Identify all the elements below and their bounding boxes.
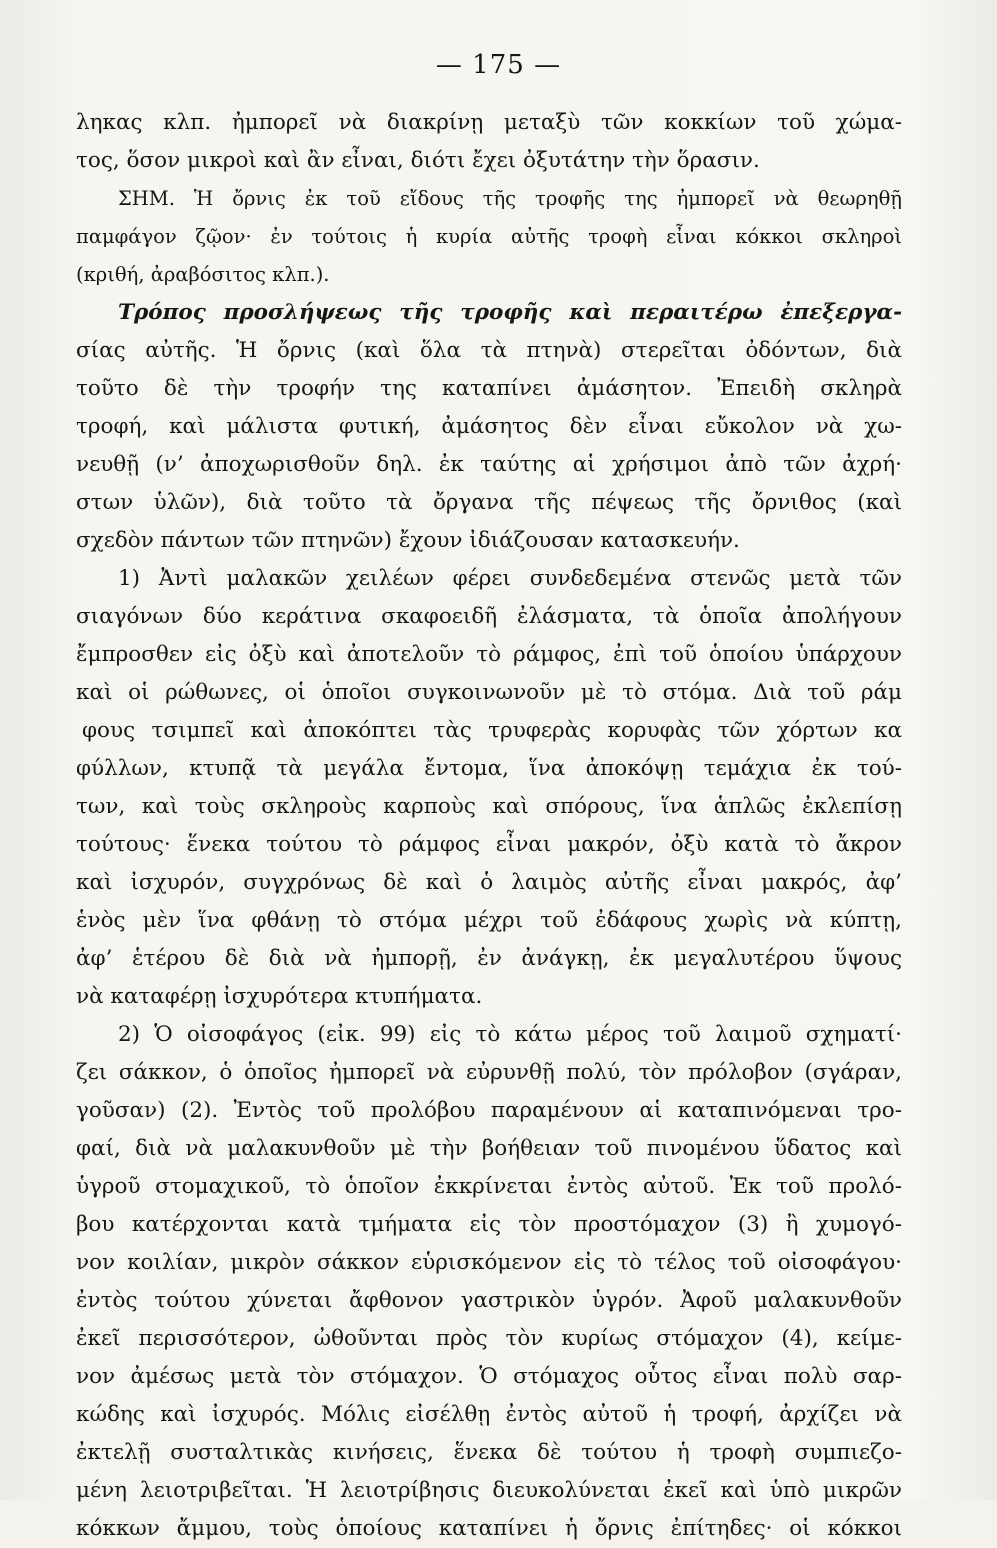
- text-line: ἐκτελῇ συσταλτικὰς κινήσεις, ἕνεκα δὲ τούτου ἡ τροφὴ συμπιεζο-: [76, 1440, 902, 1465]
- text-line: σίας αὐτῆς. Ἡ ὄρνις (καὶ ὅλα τὰ πτηνὰ) στερεῖται ὀδόντων, διὰ: [76, 338, 902, 363]
- text-line: ὑγροῦ στομαχικοῦ, τὸ ὁποῖον ἐκκρίνεται ἐντὸς αὐτοῦ. Ἐκ τοῦ προλό-: [76, 1174, 902, 1199]
- text-line: νευθῇ (ν’ ἀποχωρισθοῦν δηλ. ἐκ ταύτης αἱ χρήσιμοι ἀπὸ τῶν ἀχρή·: [76, 452, 902, 477]
- text-line: στων ὑλῶν), διὰ τοῦτο τὰ ὄργανα τῆς πέψεως τῆς ὄρνιθος (καὶ: [76, 490, 902, 515]
- text-line: νον ἀμέσως μετὰ τὸν στόμαχον. Ὁ στόμαχος οὗτος εἶναι πολὺ σαρ-: [76, 1364, 902, 1389]
- text-line: τος, ὅσον μικροὶ καὶ ἂν εἶναι, διότι ἔχει ὀξυτάτην τὴν ὅρασιν.: [76, 148, 760, 173]
- body-text: [76, 104, 902, 1548]
- text-line: 2) Ὁ οἰσοφάγος (εἰκ. 99) εἰς τὸ κάτω μέρος τοῦ λαιμοῦ σχηματί·: [118, 1022, 902, 1047]
- text-line: των, καὶ τοὺς σκληροὺς καρποὺς καὶ σπόρους, ἵνα ἁπλῶς ἐκλεπίσῃ: [76, 794, 902, 819]
- text-line: φύλλων, κτυπᾷ τὰ μεγάλα ἔντομα, ἵνα ἀποκόψῃ τεμάχια ἐκ τού-: [76, 756, 902, 781]
- text-line: νον κοιλίαν, μικρὸν σάκκον εὑρισκόμενον εἰς τὸ τέλος τοῦ οἰσοφάγου·: [76, 1250, 902, 1275]
- text-line: ἐντὸς τούτου χύνεται ἄφθονον γαστρικὸν ὑγρόν. Ἀφοῦ μαλακυνθοῦν: [76, 1288, 902, 1313]
- text-line: 1) Ἀντὶ μαλακῶν χειλέων φέρει συνδεδεμένα στενῶς μετὰ τῶν: [118, 566, 902, 591]
- text-line: νὰ καταφέρῃ ἰσχυρότερα κτυπήματα.: [76, 984, 483, 1009]
- text-line: Τρόπος προσλήψεως τῆς τροφῆς καὶ περαιτέρω ἐπεξεργα-: [118, 300, 902, 325]
- text-line: (κριθή, ἀραβόσιτος κλπ.).: [76, 263, 330, 286]
- text-line: τροφή, καὶ μάλιστα φυτική, ἀμάσητος δὲν εἶναι εὔκολον νὰ χω-: [76, 414, 902, 439]
- text-line: ληκας κλπ. ἠμπορεῖ νὰ διακρίνῃ μεταξὺ τῶν κοκκίων τοῦ χώμα-: [76, 110, 902, 135]
- text-line: σχεδὸν πάντων τῶν πτηνῶν) ἔχουν ἰδιάζουσαν κατασκευήν.: [76, 528, 740, 553]
- text-line: τούτους· ἕνεκα τούτου τὸ ράμφος εἶναι μακρόν, ὀξὺ κατὰ τὸ ἄκρον: [76, 832, 902, 857]
- text-line: τοῦτο δὲ τὴν τροφήν της καταπίνει ἀμάσητον. Ἐπειδὴ σκληρὰ: [76, 376, 902, 401]
- text-line: φους τσιμπεῖ καὶ ἀποκόπτει τὰς τρυφερὰς κορυφὰς τῶν χόρτων κα: [82, 718, 902, 743]
- text-line: καὶ ἰσχυρόν, συγχρόνως δὲ καὶ ὁ λαιμὸς αὐτῆς εἶναι μακρός, ἀφ’: [76, 870, 902, 895]
- text-line: ἀφ’ ἑτέρου δὲ διὰ νὰ ἠμπορῇ, ἐν ἀνάγκῃ, ἐκ μεγαλυτέρου ὕψους: [76, 946, 902, 971]
- text-line: ΣΗΜ. Ἡ ὄρνις ἐκ τοῦ εἴδους τῆς τροφῆς της ἠμπορεῖ νὰ θεωρηθῇ: [118, 187, 902, 210]
- text-line: παμφάγον ζῷον· ἐν τούτοις ἡ κυρία αὐτῆς τροφὴ εἶναι κόκκοι σκληροὶ: [76, 225, 902, 248]
- text-line: ἑνὸς μὲν ἵνα φθάνῃ τὸ στόμα μέχρι τοῦ ἐδάφους χωρὶς νὰ κύπτῃ,: [76, 908, 902, 933]
- text-line: κόκκων ἄμμου, τοὺς ὁποίους καταπίνει ἡ ὄρνις ἐπίτηδες· οἱ κόκκοι: [76, 1516, 902, 1541]
- text-line: φαί, διὰ νὰ μαλακυνθοῦν μὲ τὴν βοήθειαν τοῦ πινομένου ὕδατος καὶ: [76, 1136, 902, 1161]
- text-line: ἐκεῖ περισσότερον, ὠθοῦνται πρὸς τὸν κυρίως στόμαχον (4), κείμε-: [76, 1326, 902, 1351]
- text-line: ζει σάκκον, ὁ ὁποῖος ἠμπορεῖ νὰ εὐρυνθῇ πολύ, τὸν πρόλοβον (σγάραν,: [76, 1060, 902, 1085]
- page-number: — 175 —: [435, 50, 562, 80]
- text-line: κώδης καὶ ἰσχυρός. Μόλις εἰσέλθῃ ἐντὸς αὐτοῦ ἡ τροφή, ἀρχίζει νὰ: [76, 1402, 902, 1427]
- text-line: ἔμπροσθεν εἰς ὀξὺ καὶ ἀποτελοῦν τὸ ράμφος, ἐπὶ τοῦ ὁποίου ὑπάρχουν: [76, 642, 902, 667]
- text-line: βου κατέρχονται κατὰ τμήματα εἰς τὸν προστόμαχον (3) ἢ χυμογό-: [76, 1212, 902, 1237]
- text-line: σιαγόνων δύο κεράτινα σκαφοειδῆ ἐλάσματα, τὰ ὁποῖα ἀπολήγουν: [76, 604, 902, 629]
- text-line: μένη λειοτριβεῖται. Ἡ λειοτρίβησις διευκολύνεται ἐκεῖ καὶ ὑπὸ μικρῶν: [76, 1478, 902, 1503]
- text-line: γοῦσαν) (2). Ἐντὸς τοῦ προλόβου παραμένουν αἱ καταπινόμεναι τρο-: [76, 1098, 902, 1123]
- text-line: καὶ οἱ ρώθωνες, οἱ ὁποῖοι συγκοινωνοῦν μὲ τὸ στόμα. Διὰ τοῦ ράμ: [76, 680, 902, 705]
